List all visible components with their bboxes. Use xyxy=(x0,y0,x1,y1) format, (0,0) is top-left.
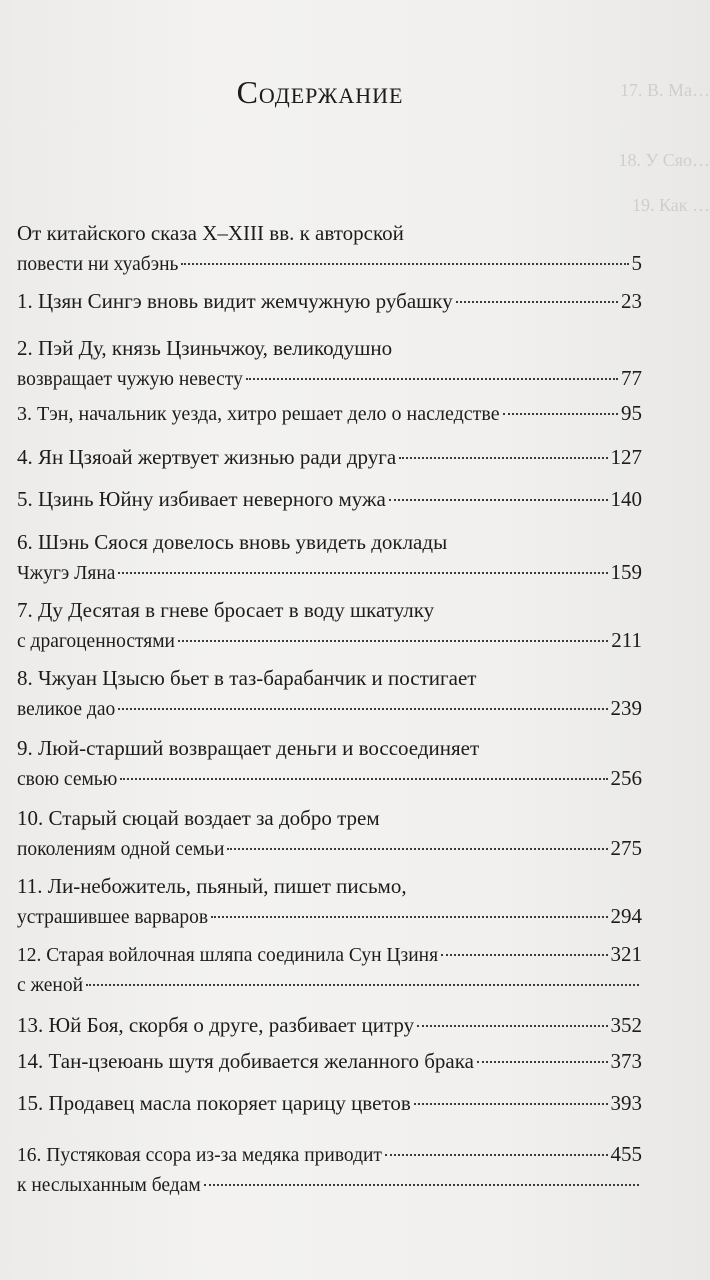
page-number: 321 xyxy=(610,942,642,966)
page-number: 5 xyxy=(631,251,642,275)
page-number: 256 xyxy=(610,766,642,790)
entry-title: 3. Тэн, начальник уезда, хитро решает дело о наследстве xyxy=(17,403,500,425)
page-number: 211 xyxy=(611,628,642,652)
toc-entry-16[interactable] xyxy=(17,1139,642,1201)
entry-title: 15. Продавец масла покоряет царицу цветов xyxy=(17,1091,411,1115)
page-number: 239 xyxy=(610,696,642,720)
entry-title-line2: устрашившее варваров xyxy=(17,907,209,928)
entry-title-line2: к неслыханным бедам xyxy=(17,1175,201,1196)
entry-title-line1: 16. Пустяковая ссора из-за медяка приводит xyxy=(17,1145,382,1166)
dot-leader xyxy=(211,916,607,918)
dot-leader xyxy=(246,378,618,380)
page-number: 393 xyxy=(610,1091,642,1115)
dot-leader xyxy=(204,1184,639,1186)
dot-leader xyxy=(441,954,607,956)
entry-title-line2: возвращает чужую невесту xyxy=(17,369,243,390)
dot-leader xyxy=(181,263,628,265)
dot-leader xyxy=(118,708,607,710)
toc-entry-8[interactable] xyxy=(17,663,642,725)
toc-entry-1[interactable] xyxy=(17,286,642,316)
entry-title: 13. Юй Боя, скорбя о друге, разбивает цитру xyxy=(17,1013,415,1037)
dot-leader xyxy=(227,848,607,850)
entry-title-line2: с женой xyxy=(17,975,84,996)
bleed-through-text: 17. В. Ма… xyxy=(620,80,710,100)
dot-leader xyxy=(417,1025,607,1027)
entry-title-line1: 6. Шэнь Сяося довелось вновь увидеть доклады xyxy=(17,530,448,554)
toc-entry-intro[interactable] xyxy=(17,218,642,280)
entry-title: 1. Цзян Сингэ вновь видит жемчужную рубашку xyxy=(17,289,453,313)
toc-entry-10[interactable] xyxy=(17,803,642,865)
page-number: 23 xyxy=(621,289,642,313)
entry-title: 14. Тан-цзеюань шутя добивается желанного брака xyxy=(17,1049,474,1073)
entry-title: 4. Ян Цзяоай жертвует жизнью ради друга xyxy=(17,445,397,469)
entry-title-line1: От китайского сказа X–XIII вв. к авторской xyxy=(17,221,404,245)
entry-title-line1: 2. Пэй Ду, князь Цзиньчжоу, великодушно xyxy=(17,336,393,360)
entry-title-line1: 7. Ду Десятая в гневе бросает в воду шкатулку xyxy=(17,598,435,622)
toc-entry-12[interactable] xyxy=(17,939,642,1001)
page-number: 95 xyxy=(621,401,642,425)
entry-title-line2: с драгоценностями xyxy=(17,631,175,652)
toc-entry-15[interactable] xyxy=(17,1088,642,1118)
toc-entry-5[interactable] xyxy=(17,484,642,514)
toc-entry-14[interactable] xyxy=(17,1046,642,1076)
toc-entry-7[interactable] xyxy=(17,595,642,657)
dot-leader xyxy=(399,457,607,459)
entry-title-line1: 8. Чжуан Цзысю бьет в таз-барабанчик и постигает xyxy=(17,666,477,690)
entry-title: 5. Цзинь Юйну избивает неверного мужа xyxy=(17,487,386,511)
page-number: 127 xyxy=(610,445,642,469)
toc-entry-3[interactable] xyxy=(17,398,642,429)
entry-title-line2: повести ни хуабэнь xyxy=(17,254,179,275)
bleed-through-text: 19. Как … xyxy=(631,195,710,215)
dot-leader xyxy=(414,1103,608,1105)
page-number: 275 xyxy=(610,836,642,860)
page-number: 140 xyxy=(610,487,642,511)
entry-title-line1: 9. Люй-старший возвращает деньги и воссоединяет xyxy=(17,736,480,760)
page-number: 455 xyxy=(610,1142,642,1166)
toc-entry-4[interactable] xyxy=(17,442,642,472)
page-number: 77 xyxy=(621,366,642,390)
page-title: Содержание xyxy=(236,74,404,110)
dot-leader xyxy=(385,1154,608,1156)
entry-title-line2: великое дао xyxy=(17,699,116,720)
bleed-through-text: 18. У Сяо… xyxy=(618,150,710,170)
page-number: 373 xyxy=(610,1049,642,1073)
entry-title-line1: 12. Старая войлочная шляпа соединила Сун Цзиня xyxy=(17,945,439,966)
entry-title-line1: 11. Ли-небожитель, пьяный, пишет письмо, xyxy=(17,874,407,898)
page-number: 294 xyxy=(610,904,642,928)
entry-title-line2: Чжугэ Ляна xyxy=(17,563,116,584)
entry-title-line1: 10. Старый сюцай воздает за добро трем xyxy=(17,806,380,830)
dot-leader xyxy=(389,499,608,501)
page-number: 159 xyxy=(610,560,642,584)
dot-leader xyxy=(477,1061,608,1063)
entry-title-line2: поколениям одной семьи xyxy=(17,839,225,860)
dot-leader xyxy=(118,572,607,574)
entry-title-line2: свою семью xyxy=(17,769,118,790)
dot-leader xyxy=(178,640,608,642)
page-number: 352 xyxy=(610,1013,642,1037)
toc-entry-13[interactable] xyxy=(17,1010,642,1040)
dot-leader xyxy=(86,984,639,986)
toc-entry-11[interactable] xyxy=(17,871,642,933)
dot-leader xyxy=(503,413,618,415)
toc-entry-2[interactable] xyxy=(17,333,642,395)
toc-entry-9[interactable] xyxy=(17,733,642,795)
dot-leader xyxy=(120,778,607,780)
dot-leader xyxy=(456,301,618,303)
toc-entry-6[interactable] xyxy=(17,527,642,589)
